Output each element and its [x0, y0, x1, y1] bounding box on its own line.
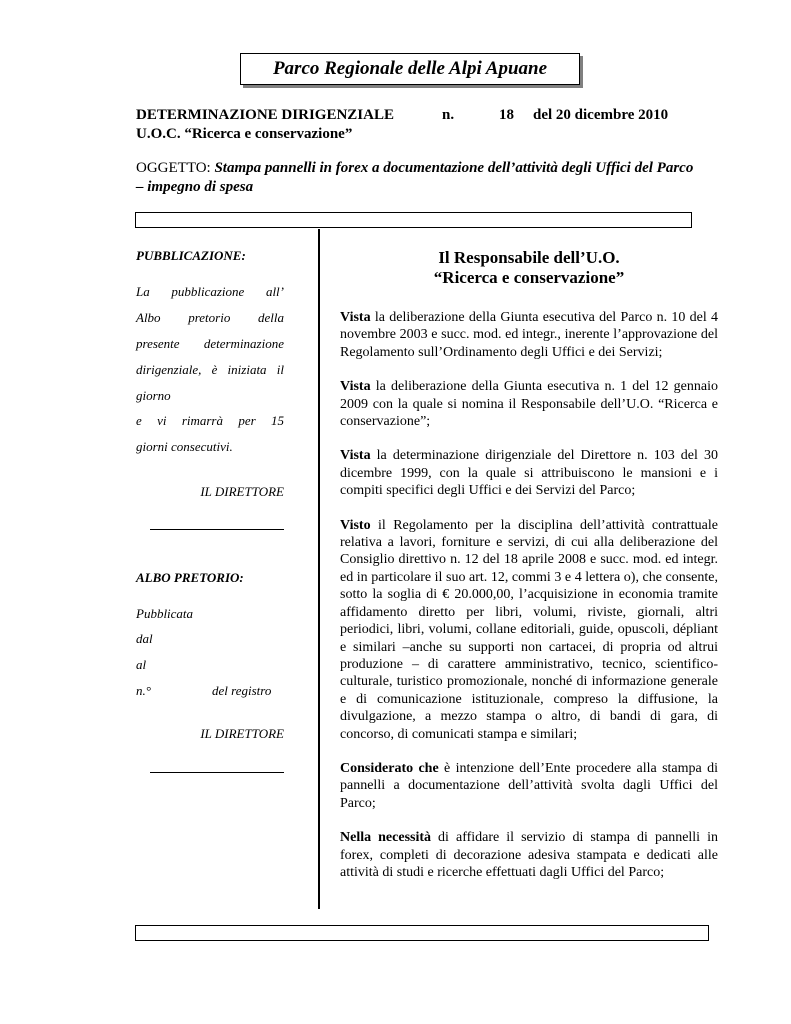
paragraph	[340, 447, 718, 499]
paragraph-text: la deliberazione della Giunta esecutiva del Parco n. 10 del 4 novembre 2003 e succ. mod. ed integr., inerente l’approvazione del Regolamento sull’Ordinamento degli Uffici e dei Servizi;	[340, 310, 718, 360]
paragraph-text: è intenzione dell’Ente procedere alla stampa di pannelli a documentazione dell’attività svolta dagli Uffici del Parco;	[340, 760, 718, 811]
publication-line: dirigenziale, è iniziata il	[136, 362, 284, 377]
paragraph-lead: Vista	[340, 448, 371, 464]
paragraph-text: la determinazione dirigenziale del Direttore n. 103 del 30 dicembre 1999, con la quale si attribuiscono le mansioni e i compiti specifici degli Uffici e dei Servizi del Parco;	[340, 448, 718, 499]
publication-line: Albo pretorio della	[136, 310, 284, 325]
header-divider-box	[135, 212, 692, 228]
subject-block	[136, 159, 696, 197]
paragraph-lead: Considerato che	[340, 760, 439, 776]
albo-line: al	[136, 657, 147, 672]
number-value: 18	[499, 107, 514, 123]
subject-text: Stampa pannelli in forex a documentazione dell’attività degli Uffici del Parco – impegno di spesa	[136, 160, 694, 195]
paragraph	[340, 829, 718, 881]
registry-number-label: n.°	[136, 683, 151, 698]
responsible-title: Il Responsabile dell’U.O.	[438, 248, 620, 267]
paragraph-lead: Vista	[340, 310, 371, 325]
org-title: Parco Regionale delle Alpi Apuane	[272, 58, 548, 79]
footer-divider-box	[135, 925, 709, 941]
paragraph	[340, 517, 718, 743]
director-signature-label: IL DIRETTORE	[200, 484, 284, 499]
determination-label: DETERMINAZIONE DIRIGENZIALE	[136, 107, 394, 123]
signature-line	[150, 529, 284, 530]
publication-line: e vi rimarrà per 15	[136, 413, 284, 428]
director-signature-label: IL DIRETTORE	[200, 726, 284, 741]
paragraph-text: la deliberazione della Giunta esecutiva n. 1 del 12 gennaio 2009 con la quale si nomina il Responsabile dell’U.O. “Ricerca e conservazione”;	[340, 379, 718, 430]
publication-line: giorni consecutivi.	[136, 439, 233, 454]
publication-line: presente determinazione	[136, 336, 284, 351]
subject-label: OGGETTO:	[136, 160, 211, 176]
paragraph-text: di affidare il servizio di stampa di pannelli in forex, completi di decorazione adesiva stampata e dedicati alle attività di studi e ricerche effettuati dagli Uffici del Parco;	[340, 830, 718, 880]
publication-line: giorno	[136, 388, 171, 403]
publication-label: PUBBLICAZIONE:	[136, 248, 246, 263]
responsible-unit: “Ricerca e conservazione”	[433, 268, 625, 287]
uoc-line: U.O.C. “Ricerca e conservazione”	[136, 126, 353, 142]
albo-pretorio-label: ALBO PRETORIO:	[136, 570, 244, 585]
paragraph-text: il Regolamento per la disciplina dell’attività contrattuale relativa a lavori, forniture e servizi, di cui alla deliberazione del Consiglio direttivo n. 12 del 18 aprile 2008 e succ. mod. ed integr. ed in particolare il suo art. 12, commi 3 e 4 lettera o), che consente, sotto la soglia di € 20.000,00, l’acquisizione in economia tramite affidamento diretto per libri, volumi, riviste, giornali, altri periodici, libri, volumi, collane editoriali, guide, opuscoli, dépliant e similari –anche su supporti non cartacei, di propria od altrui produzione – di carattere amministrativo, tecnico, scientifico-culturale, turistico promozionale, nonché di informazione generale e di comunicazione istituzionale, compreso la diffusione, la divulgazione, a mezzo stampa o altro, di bandi di gara, di concorso, di comunicati stampa e similari;	[340, 517, 718, 742]
org-title-box	[240, 53, 580, 85]
publication-line: La pubblicazione all’	[136, 284, 284, 299]
paragraph	[340, 309, 718, 361]
registry-label: del registro	[212, 683, 272, 698]
albo-line: Pubblicata	[136, 606, 194, 621]
paragraph-lead: Vista	[340, 379, 371, 395]
right-column	[340, 248, 718, 881]
column-divider	[318, 229, 320, 909]
paragraph	[340, 760, 718, 812]
paragraph	[340, 378, 718, 430]
signature-line	[150, 772, 284, 773]
paragraph-lead: Nella necessità	[340, 830, 432, 846]
determination-date: del 20 dicembre 2010	[533, 107, 669, 123]
albo-line: dal	[136, 631, 153, 646]
paragraph-lead: Visto	[340, 517, 371, 533]
number-label: n.	[442, 107, 455, 123]
